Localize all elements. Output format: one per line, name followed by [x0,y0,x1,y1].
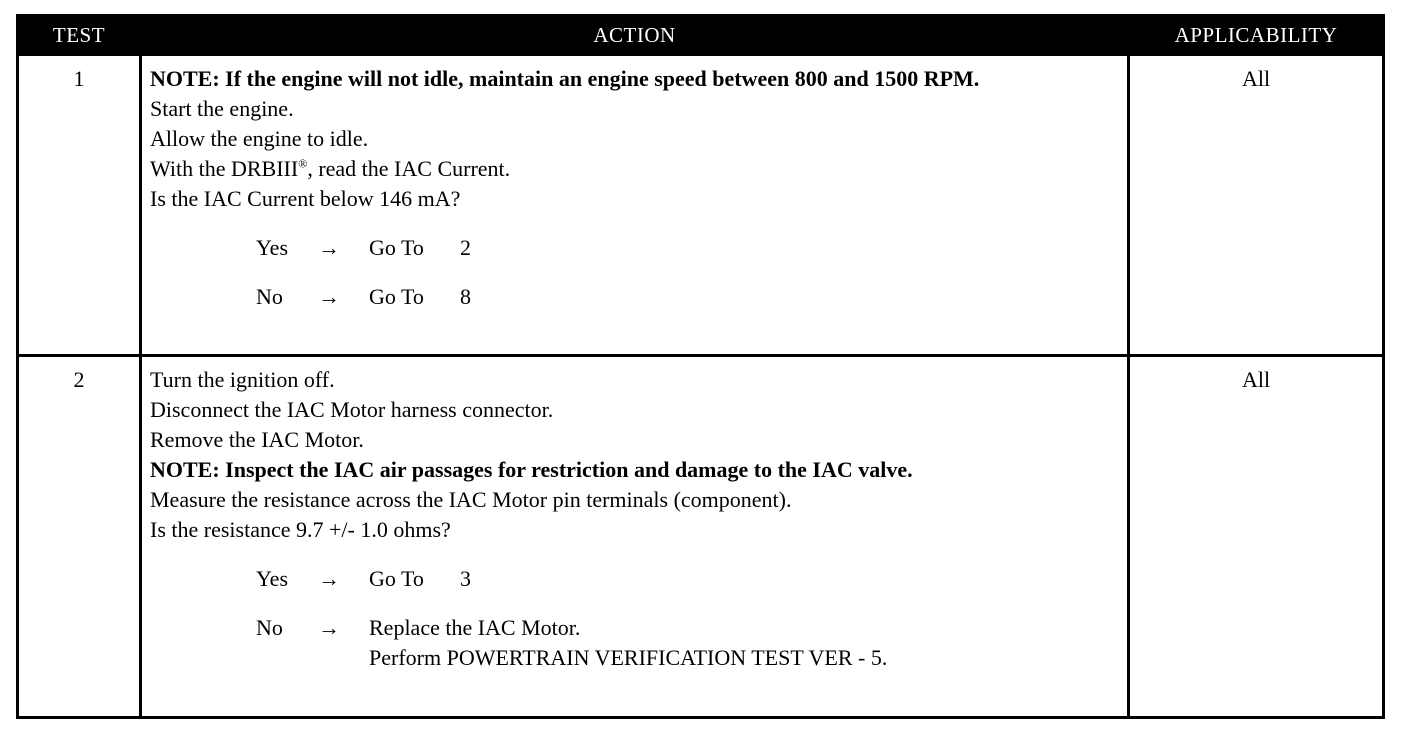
no-label: No [256,615,283,640]
no-branch [150,613,1119,643]
goto-step: 2 [460,235,471,260]
header-test: TEST [18,16,141,55]
no-label: No [256,284,283,309]
action-cell [141,55,1129,356]
drb-prefix: With the DRBIII [150,156,299,181]
right-arrow-icon: → [318,566,340,591]
step-text: Allow the engine to idle. [150,126,369,151]
yes-branch [150,564,1119,594]
header-row [18,16,1384,55]
step-text: Turn the ignition off. [150,367,335,392]
goto-label: Go To [369,235,424,260]
applicability-cell: All [1129,55,1384,356]
no-action-line: Replace the IAC Motor. [369,615,581,640]
test-row-2 [18,356,1384,718]
note-text: NOTE: If the engine will not idle, maintain an engine speed between 800 and 1500 RPM. [150,66,980,91]
no-branch [150,282,1119,312]
goto-step: 3 [460,566,471,591]
header-applicability: APPLICABILITY [1129,16,1384,55]
drb-suffix: , read the IAC Current. [307,156,511,181]
step-text [150,154,1119,184]
header-action: ACTION [141,16,1129,55]
question-text: Is the IAC Current below 146 mA? [150,186,461,211]
yes-label: Yes [256,235,289,260]
step-text: Disconnect the IAC Motor harness connector. [150,397,554,422]
right-arrow-icon: → [318,284,340,309]
goto-step: 8 [460,284,471,309]
diagnostic-test-table [16,14,1385,719]
right-arrow-icon: → [318,615,340,640]
test-number: 2 [18,356,141,718]
no-action-continuation [150,643,1119,673]
action-cell [141,356,1129,718]
note-text: NOTE: Inspect the IAC air passages for restriction and damage to the IAC valve. [150,457,913,482]
no-action-line: Perform POWERTRAIN VERIFICATION TEST VER - 5. [369,645,888,670]
applicability-cell: All [1129,356,1384,718]
right-arrow-icon: → [318,235,340,260]
yes-label: Yes [256,566,289,591]
step-text: Measure the resistance across the IAC Motor pin terminals (component). [150,487,792,512]
registered-mark: ® [298,156,308,171]
question-text: Is the resistance 9.7 +/- 1.0 ohms? [150,517,451,542]
goto-label: Go To [369,284,424,309]
test-row-1 [18,55,1384,356]
test-number: 1 [18,55,141,356]
step-text: Remove the IAC Motor. [150,427,364,452]
step-text: Start the engine. [150,96,294,121]
goto-label: Go To [369,566,424,591]
yes-branch [150,233,1119,263]
